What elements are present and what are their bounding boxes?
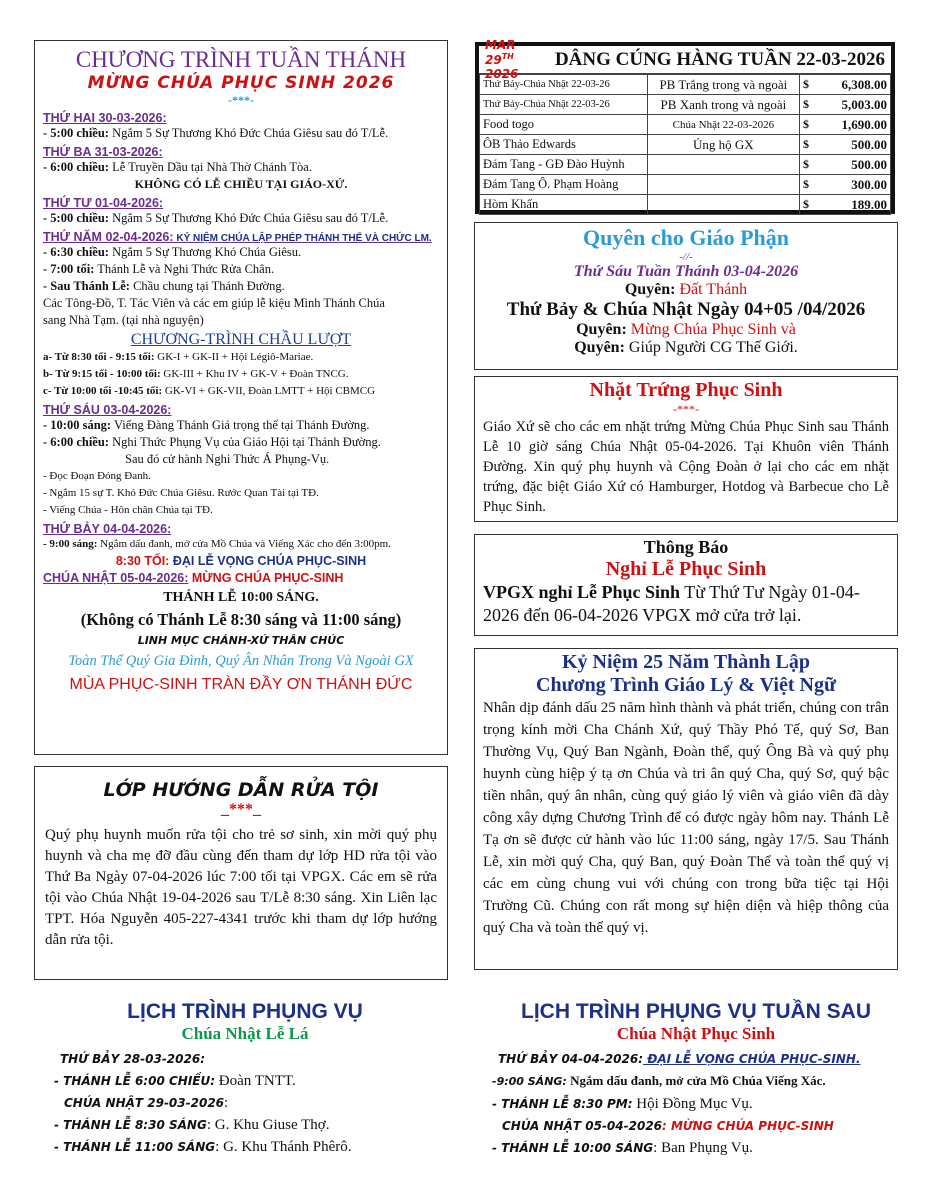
next-liturgy-item-2: - THÁNH LỄ 8:30 PM: Hội Đồng Mục Vụ. bbox=[492, 1096, 753, 1112]
notice-text: VPGX nghỉ Lễ Phục Sinh Từ Thứ Tư Ngày 01-04-2026 đến 06-04-2026 VPGX mở cửa trở lại. bbox=[483, 582, 860, 625]
offering-currency: $ bbox=[800, 115, 817, 135]
weekly-offering bbox=[475, 38, 895, 214]
thursday-item-3: - Sau Thánh Lễ: Chầu chung tại Thánh Đường. bbox=[43, 279, 285, 293]
notice-subtitle: Nghỉ Lễ Phục Sinh bbox=[605, 558, 767, 580]
offering-header bbox=[479, 38, 891, 81]
offering-currency: $ bbox=[800, 135, 817, 155]
liturgy-schedule bbox=[40, 1000, 450, 1158]
offering-date-tag: MAR 29TH 2026 bbox=[485, 38, 519, 81]
egg-text: Giáo Xứ sẽ cho các em nhặt trứng Mừng Chúa Phục Sinh sau Thánh Lễ 10 giờ sáng Chúa Nhật 05-04-2026. Tại Khuôn viên Thánh Đường. Xin quý phụ huynh và Cộng Đoàn ở lại cho các em nhặt trứng, đặc biệt Giáo Xứ có Hamburger, Hotdog và Barbecue cho Lễ Phục Sinh. bbox=[483, 419, 889, 515]
offering-currency: $ bbox=[800, 155, 817, 175]
donation-friday: Thứ Sáu Tuần Thánh 03-04-2026 bbox=[573, 263, 799, 280]
thursday-item-1: - 6:30 chiều: Ngắm 5 Sự Thương Khó Chúa Giêsu. bbox=[43, 245, 302, 259]
wednesday-item: - 5:00 chiều: Ngắm 5 Sự Thương Khó Đức Chúa Giêsu sau đó T/Lễ. bbox=[43, 211, 389, 225]
offering-table bbox=[479, 74, 891, 215]
offering-currency: $ bbox=[800, 175, 817, 195]
adoration-b: b- Từ 9:15 tối - 10:00 tối: GK-III + Khu IV + GK-V + Đoàn TNCG. bbox=[43, 368, 349, 380]
next-week-liturgy-schedule bbox=[486, 1000, 906, 1159]
saturday-heading: THỨ BẢY 04-04-2026: bbox=[43, 522, 172, 536]
thursday-item-2: - 7:00 tối: Thánh Lễ và Nghi Thức Rửa Chân. bbox=[43, 262, 275, 276]
baptism-text: Quý phụ huynh muốn rửa tội cho trẻ sơ sinh, xin mời quý phụ huynh và cha mẹ đỡ đầu cùng đến tham dự lớp HD rửa tội vào Thứ Ba Ngày 07-04-2026 lúc 7:00 tối tại VPGX. Các em sẽ rửa tội vào Chúa Nhật 19-04-2026 sau T/Lễ 8:30 sáng. Xin Liên lạc TPT. Hóa Nguyễn 405-227-4341 trước khi tham dự lớp hướng dẫn rửa tội. bbox=[45, 827, 437, 948]
offering-description bbox=[647, 195, 799, 215]
offering-description bbox=[647, 175, 799, 195]
offering-amount: 500.00 bbox=[816, 155, 891, 175]
offering-description: Ủng hộ GX bbox=[647, 135, 799, 155]
sunday-mass: THÁNH LỄ 10:00 SÁNG. bbox=[163, 590, 319, 605]
friday-item-3: - Đọc Đoạn Đóng Đanh. bbox=[43, 470, 151, 482]
anniversary-announcement bbox=[474, 648, 898, 970]
offering-source: Đám Tang Ô. Phạm Hoàng bbox=[480, 175, 648, 195]
friday-item-2: - 6:00 chiều: Nghi Thức Phụng Vụ của Giáo Hội tại Thánh Đường. bbox=[43, 435, 381, 449]
next-liturgy-saturday: THỨ BẢY 04-04-2026: ĐẠI LỄ VỌNG CHÚA PHỤC-SINH. bbox=[498, 1052, 861, 1066]
friday-heading: THỨ SÁU 03-04-2026: bbox=[43, 403, 172, 417]
notice-title: Thông Báo bbox=[643, 537, 729, 557]
donation-weekend: Thứ Bảy & Chúa Nhật Ngày 04+05 /04/2026 bbox=[506, 299, 866, 320]
thursday-item-4a: Các Tông-Đồ, T. Tác Viên và các em giúp lễ kiệu Mình Thánh Chúa bbox=[43, 296, 385, 310]
offering-description bbox=[647, 155, 799, 175]
thursday-item-4b: sang Nhà Tạm. (tại nhà nguyện) bbox=[43, 313, 204, 327]
offering-row bbox=[480, 115, 891, 135]
thursday-heading: THỨ NĂM 02-04-2026: KỶ NIỆM CHÚA LẬP PHÉP THÁNH THỂ VÀ CHỨC LM. bbox=[43, 230, 432, 244]
wednesday-heading: THỨ TƯ 01-04-2026: bbox=[43, 196, 164, 210]
liturgy-item-2: - THÁNH LỄ 8:30 SÁNG: G. Khu Giuse Thợ. bbox=[54, 1117, 330, 1133]
holy-week-divider: -***- bbox=[228, 93, 254, 107]
donation-separator: -//- bbox=[679, 251, 693, 263]
liturgy-item-3: - THÁNH LỄ 11:00 SÁNG: G. Khu Thánh Phêrô. bbox=[54, 1139, 352, 1155]
saturday-vigil: 8:30 TỐI: ĐẠI LỄ VỌNG CHÚA PHỤC-SINH bbox=[115, 554, 367, 568]
friday-item-2b: Sau đó cử hành Nghi Thức Á Phụng-Vụ. bbox=[125, 452, 330, 466]
liturgy-title: LỊCH TRÌNH PHỤNG VỤ bbox=[127, 1000, 363, 1023]
next-liturgy-subtitle: Chúa Nhật Phục Sinh bbox=[616, 1024, 776, 1043]
anniversary-title-1: Kỷ Niệm 25 Năm Thành Lập bbox=[561, 651, 810, 673]
office-closure-notice bbox=[474, 534, 898, 636]
easter-egg-hunt bbox=[474, 376, 898, 522]
liturgy-subtitle: Chúa Nhật Lễ Lá bbox=[181, 1024, 309, 1043]
baptism-class bbox=[34, 766, 448, 980]
donation-world-collection: Quyên: Giúp Người CG Thế Giới. bbox=[574, 339, 798, 356]
offering-row bbox=[480, 155, 891, 175]
donation-friday-collection: Quyên: Đất Thánh bbox=[624, 281, 748, 298]
offering-description: PB Trắng trong và ngoài bbox=[647, 75, 799, 95]
offering-currency: $ bbox=[800, 75, 817, 95]
pastor-greeting: LINH MỤC CHÁNH-XỨ THÂN CHÚC bbox=[137, 634, 345, 647]
egg-separator: -***- bbox=[673, 402, 699, 416]
baptism-title: LỚP HƯỚNG DẪN RỬA TỘI bbox=[103, 779, 379, 801]
offering-source: Thứ Bảy-Chúa Nhật 22-03-26 bbox=[480, 75, 648, 95]
offering-source: Hòm Khấn bbox=[480, 195, 648, 215]
offering-description: PB Xanh trong và ngoài bbox=[647, 95, 799, 115]
liturgy-sunday: CHÚA NHẬT 29-03-2026: bbox=[64, 1095, 229, 1111]
adoration-a: a- Từ 8:30 tối - 9:15 tối: GK-I + GK-II + Hội Légiô-Mariae. bbox=[43, 351, 314, 363]
easter-blessing: MÙA PHỤC-SINH TRÀN ĐẦY ƠN THÁNH ĐỨC bbox=[69, 676, 413, 693]
liturgy-saturday: THỨ BẢY 28-03-2026: bbox=[60, 1052, 206, 1066]
offering-source: Thứ Bảy-Chúa Nhật 22-03-26 bbox=[480, 95, 648, 115]
friday-item-4: - Ngắm 15 sự T. Khó Đức Chúa Giêsu. Rước Quan Tài tại TĐ. bbox=[43, 487, 319, 499]
offering-row bbox=[480, 95, 891, 115]
sunday-no-mass: (Không có Thánh Lễ 8:30 sáng và 11:00 sáng) bbox=[80, 610, 402, 629]
next-liturgy-item-1: -9:00 SÁNG: Ngắm dấu đanh, mở cửa Mồ Chúa Viếng Xác. bbox=[492, 1073, 826, 1088]
sunday-heading: CHÚA NHẬT 05-04-2026: MỪNG CHÚA PHỤC-SINH bbox=[43, 571, 344, 585]
friday-item-1: - 10:00 sáng: Viếng Đàng Thánh Giá trọng thể tại Thánh Đường. bbox=[43, 418, 370, 432]
tuesday-heading: THỨ BA 31-03-2026: bbox=[43, 145, 163, 159]
tuesday-item: - 6:00 chiều: Lễ Truyền Dầu tại Nhà Thờ Chánh Tòa. bbox=[43, 160, 312, 174]
baptism-separator: _***_ bbox=[221, 801, 261, 818]
anniversary-text: Nhân dịp đánh dấu 25 năm hình thành và phát triển, chúng con trân trọng kính mời Cha Chánh Xứ, quý Thầy Phó Tế, quý Sơ, Ban Thường Vụ, Quý Ban Ngành, Đoàn thể, quý Ông Bà và quý phụ huynh cùng hiệp ý tạ ơn Chúa và tri ân quý Cha, quý Sơ, quý bậc tiền nhân, quý ân nhân, cùng quý giáo lý viên và giáo viên đã dày công xây dựng Chương Trình để có được ngày hôm nay. Thánh Lễ Tạ ơn sẽ được cử hành vào lúc 11:00 sáng, ngày 17/5. Sau Thánh Lễ, xin mời quý Cha, quý Ban, quý Đoàn Thể và toàn thể quý vị các em cùng chung vui với chúng con trong bữa tiệc tại Hội Trường Cũ. Chúng con rất mong sự hiện diện và hiệp thông của quý Cha và toàn thể quý vị. bbox=[483, 700, 889, 936]
next-liturgy-title: LỊCH TRÌNH PHỤNG VỤ TUẦN SAU bbox=[521, 1000, 871, 1023]
anniversary-title-2: Chương Trình Giáo Lý & Việt Ngữ bbox=[536, 674, 836, 696]
holy-week-program bbox=[34, 40, 448, 755]
offering-amount: 5,003.00 bbox=[816, 95, 891, 115]
offering-amount: 6,308.00 bbox=[816, 75, 891, 95]
offering-description: Chúa Nhật 22-03-2026 bbox=[647, 115, 799, 135]
egg-title: Nhặt Trứng Phục Sinh bbox=[589, 379, 783, 401]
offering-amount: 300.00 bbox=[816, 175, 891, 195]
donation-title: Quyên cho Giáo Phận bbox=[583, 225, 789, 250]
adoration-c: c- Từ 10:00 tối -10:45 tối: GK-VI + GK-VII, Đoàn LMTT + Hội CBMCG bbox=[43, 385, 376, 397]
offering-currency: $ bbox=[800, 95, 817, 115]
holy-week-title: CHƯƠNG TRÌNH TUẦN THÁNH bbox=[75, 47, 407, 72]
liturgy-item-1: - THÁNH LỄ 6:00 CHIỀU: Đoàn TNTT. bbox=[54, 1073, 296, 1089]
offering-currency: $ bbox=[800, 195, 817, 215]
diocese-collection bbox=[474, 222, 898, 370]
offering-row bbox=[480, 175, 891, 195]
offering-title: DÂNG CÚNG HÀNG TUẦN 22-03-2026 bbox=[554, 48, 885, 70]
next-liturgy-item-3: - THÁNH LỄ 10:00 SÁNG: Ban Phụng Vụ. bbox=[492, 1140, 753, 1156]
offering-amount: 189.00 bbox=[816, 195, 891, 215]
donation-weekend-collection: Quyên: Mừng Chúa Phục Sinh và bbox=[576, 321, 796, 338]
holy-week-subtitle: MỪNG CHÚA PHỤC SINH 2026 bbox=[87, 73, 395, 93]
monday-item: - 5:00 chiều: Ngắm 5 Sự Thương Khó Đức Chúa Giêsu sau đó T/Lễ. bbox=[43, 126, 389, 140]
offering-source: ÔB Thảo Edwards bbox=[480, 135, 648, 155]
offering-source: Đám Tang - GĐ Đào Huỳnh bbox=[480, 155, 648, 175]
offering-amount: 500.00 bbox=[816, 135, 891, 155]
friday-item-5: - Viếng Chúa - Hôn chân Chúa tại TĐ. bbox=[43, 504, 213, 516]
offering-source: Food togo bbox=[480, 115, 648, 135]
next-liturgy-sunday: CHÚA NHẬT 05-04-2026: MỪNG CHÚA PHỤC-SINH bbox=[502, 1119, 834, 1133]
family-wishes: Toàn Thể Quý Gia Đình, Quý Ân Nhân Trong Và Ngoài GX bbox=[68, 653, 414, 669]
saturday-item-1: - 9:00 sáng: Ngắm dấu đanh, mở cửa Mồ Chúa và Viếng Xác cho đến 3:00pm. bbox=[43, 538, 391, 550]
monday-heading: THỨ HAI 30-03-2026: bbox=[43, 111, 167, 125]
offering-row bbox=[480, 195, 891, 215]
tuesday-note: KHÔNG CÓ LỄ CHIỀU TẠI GIÁO-XỨ. bbox=[134, 177, 348, 191]
offering-row bbox=[480, 135, 891, 155]
adoration-title: CHƯƠNG-TRÌNH CHẦU LƯỢT bbox=[130, 331, 352, 348]
offering-amount: 1,690.00 bbox=[816, 115, 891, 135]
